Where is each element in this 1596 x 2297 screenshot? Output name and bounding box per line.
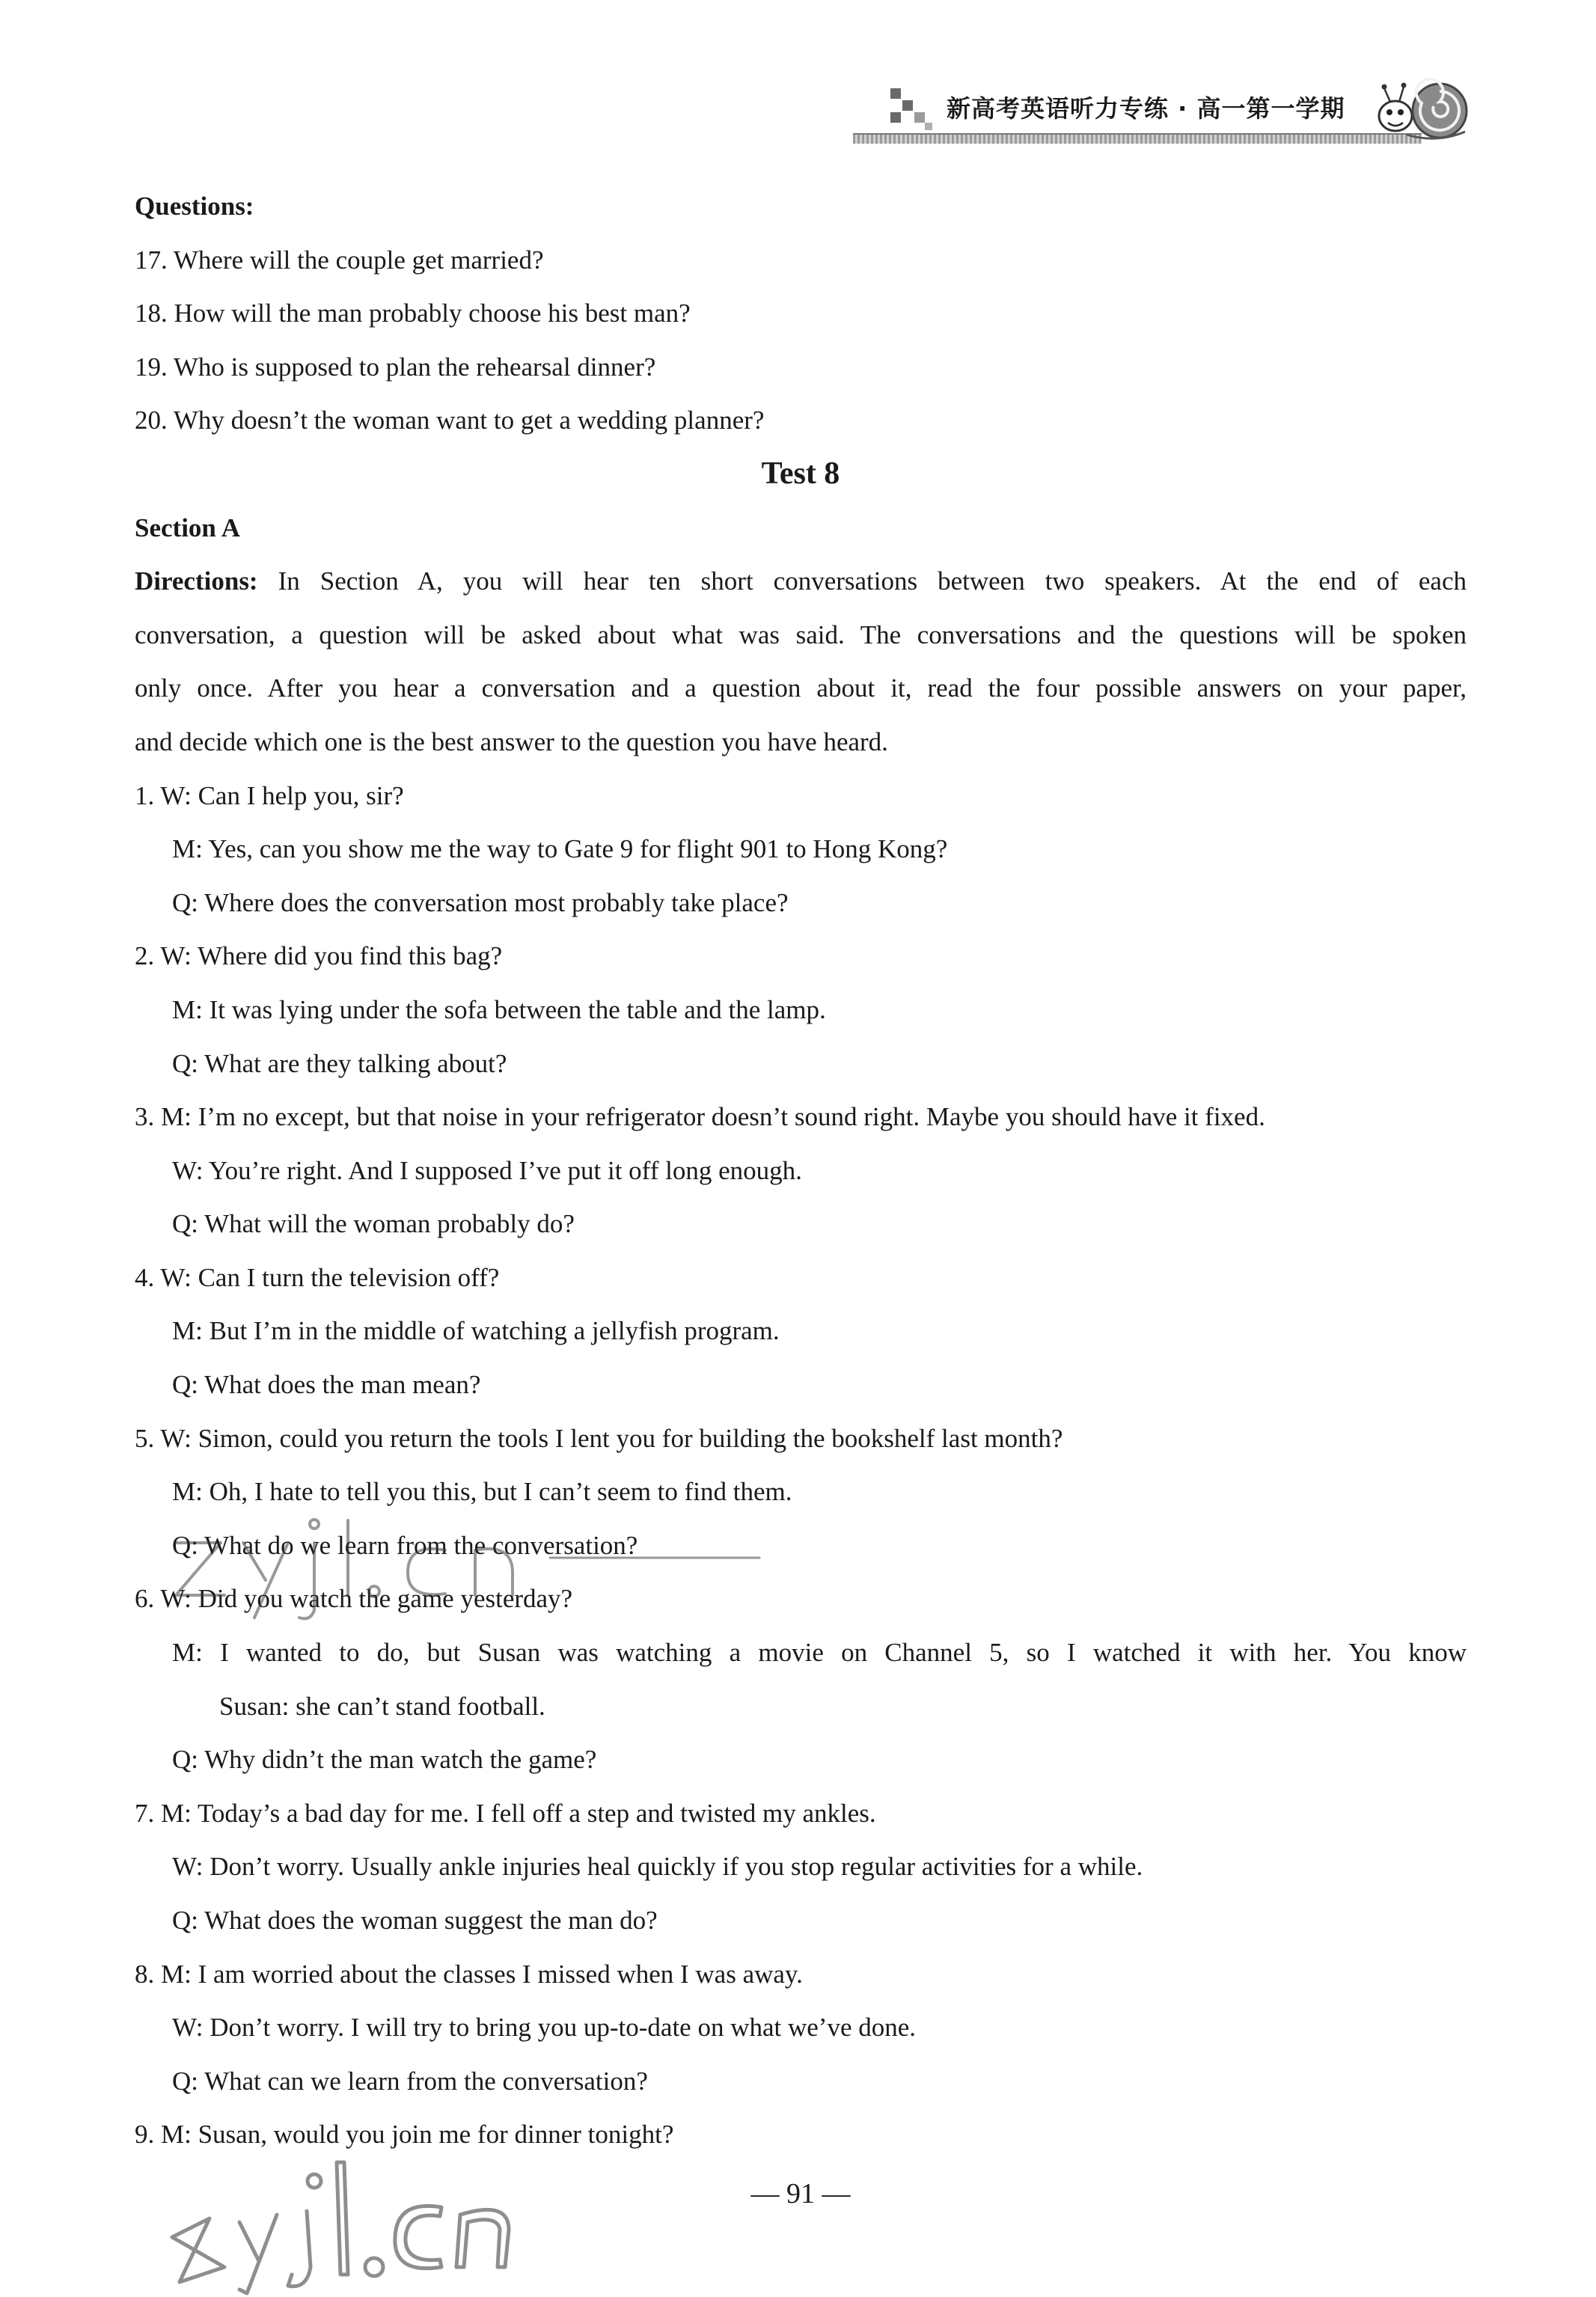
item-2-line-1: 2. W: Where did you find this bag? [135,941,503,971]
directions-text: In Section A, you will hear ten short conversations between two speakers. At the end of each [257,566,1467,596]
item-7-line-3: Q: What does the woman suggest the man do? [172,1906,658,1935]
item-6-line-3: Susan: she can’t stand football. [219,1691,545,1721]
item-3-line-3: Q: What will the woman probably do? [172,1209,575,1239]
directions-line-2: conversation, a question will be asked about what was said. The conversations and the questions will be spoken [135,620,1467,649]
page-number: — 91 — [750,2178,851,2209]
header-rule [853,133,1422,144]
item-5-line-2: M: Oh, I hate to tell you this, but I can’t seem to find them. [172,1477,792,1507]
directions-line-4: and decide which one is the best answer to the question you have heard. [135,727,888,756]
questions-heading: Questions: [135,192,254,221]
checker-squares-icon [890,88,935,133]
question-19: 19. Who is supposed to plan the rehearsal dinner? [135,352,656,382]
book-title: 新高考英语听力专练 · 高一第一学期 [947,94,1345,123]
item-4-line-1: 4. W: Can I turn the television off? [135,1262,500,1292]
item-7-line-1: 7. M: Today’s a bad day for me. I fell off a step and twisted my ankles. [135,1798,876,1828]
item-8-line-1: 8. M: I am worried about the classes I missed when I was away. [135,1959,803,1989]
item-1-line-2: M: Yes, can you show me the way to Gate 9 for flight 901 to Hong Kong? [172,834,948,864]
item-2-line-2: M: It was lying under the sofa between the table and the lamp. [172,994,826,1024]
item-7-line-2: W: Don’t worry. Usually ankle injuries heal quickly if you stop regular activities for a while. [172,1852,1143,1882]
question-18: 18. How will the man probably choose his best man? [135,299,691,328]
item-6-line-1: 6. W: Did you watch the game yesterday? [135,1584,573,1614]
item-3-line-1: 3. M: I’m no except, but that noise in your refrigerator doesn’t sound right. Maybe you should have it fixed. [135,1102,1265,1132]
item-4-line-2: M: But I’m in the middle of watching a jellyfish program. [172,1316,780,1346]
item-6-line-4: Q: Why didn’t the man watch the game? [172,1745,597,1775]
directions-label: Directions: [135,566,258,596]
item-5-line-3: Q: What do we learn from the conversation? [172,1530,638,1560]
running-header [853,75,1474,150]
item-1-line-3: Q: Where does the conversation most probably take place? [172,887,789,917]
directions-line-1 [135,554,1467,608]
section-title: Section A [135,513,240,542]
item-8-line-3: Q: What can we learn from the conversation? [172,2066,648,2096]
item-2-line-3: Q: What are they talking about? [172,1048,507,1078]
item-8-line-2: W: Don’t worry. I will try to bring you up-to-date on what we’ve done. [172,2013,917,2043]
test-title: Test 8 [761,456,840,491]
page-content [135,180,1467,2162]
item-5-line-1: 5. W: Simon, could you return the tools I lent you for building the bookshelf last month? [135,1423,1063,1453]
directions-line-3: only once. After you hear a conversation and a question about it, read the four possible answers on your paper, [135,673,1467,703]
item-3-line-2: W: You’re right. And I supposed I’ve put it off long enough. [172,1155,802,1185]
item-1-line-1: 1. W: Can I help you, sir? [135,780,404,810]
item-4-line-3: Q: What does the man mean? [172,1370,481,1400]
watermark-logo-large [157,2147,576,2297]
item-9-line-1: 9. M: Susan, would you join me for dinner tonight? [135,2120,674,2150]
question-17: 17. Where will the couple get married? [135,245,544,275]
question-20: 20. Why doesn’t the woman want to get a wedding planner? [135,406,765,435]
snail-icon [1377,75,1474,150]
item-6-line-2: M: I wanted to do, but Susan was watching a movie on Channel 5, so I watched it with her. You know [172,1638,1467,1668]
watermark-logo [161,1513,782,1625]
